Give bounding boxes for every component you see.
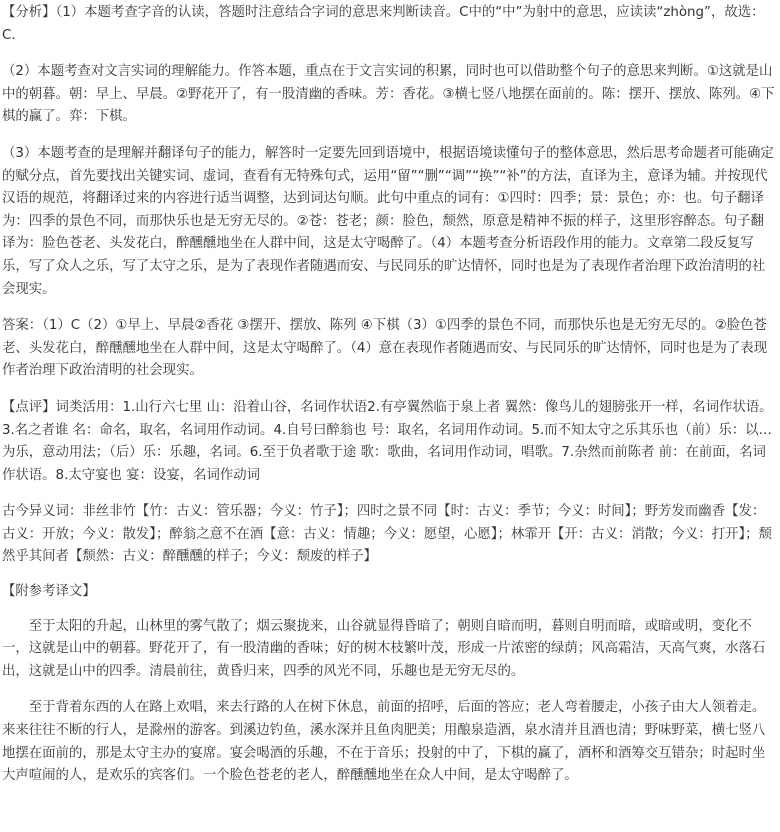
translation-paragraph-2: 至于背着东西的人在路上欢唱，来去行路的人在树下休息，前面的招呼，后面的答应；老人弯着腰走，小孩子由大人领着走。来来往往不断的行人，是滁州的游客。到溪边钓鱼，溪水深并且鱼肉肥美；用酿泉造酒，泉水清并且酒也清；野味野菜，横七竖八地摆在面前的，那是太守主办的宴席。宴会喝酒的乐趣，不在于音乐；投射的中了，下棋的赢了，酒杯和酒筹交互错杂；时起时坐大声喧闹的人，是欢乐的宾客们。一个脸色苍老的老人，醉醺醺地坐在众人中间，是太守喝醉了。 [2,700,766,784]
answer-paragraph: 答案：（1）C（2）①早上、早晨②香花 ③摆开、摆放、陈列 ④下棋（3）①四季的景色不同，而那快乐也是无穷无尽的。②脸色苍老、头发花白，醉醺醺地坐在人群中间，这是太守喝醉了。（4）意在表现作者随遇而安、与民同乐的旷达情怀，同时也是为了表现作者治理下政治清明的社会现实。 [2,318,768,379]
comment-paragraph: 【点评】词类活用：1.山行六七里 山：沿着山谷，名词作状语2.有亭翼然临于泉上者 翼然：像鸟儿的翅膀张开一样，名词作状语。3.名之者谁 名：命名，取名，名词用作动词。4.自号曰醉翁也 号：取名，名词用作动词。5.而不知太守之乐其乐也（前）乐：以…为乐，意动用法；（后）乐：乐趣，名词。6.至于负者歌于途 歌：歌曲，名词用作动词，唱歌。7.杂然而前陈者 前：在前面，名词作状语。8.太守宴也 宴：设宴，名词作动词 [2,399,773,483]
translation-paragraph-1: 至于太阳的升起，山林里的雾气散了；烟云聚拢来，山谷就显得昏暗了；朝则自暗而明，暮则自明而暗，或暗或明，变化不一，这就是山中的朝暮。野花开了，有一股清幽的香味；好的树木枝繁叶茂，形成一片浓密的绿荫；风高霜洁，天高气爽，水落石出，这就是山中的四季。清晨前往，黄昏归来，四季的风光不同，乐趣也是无穷无尽的。 [2,618,766,679]
translation-heading: 【附参考译文】 [2,584,96,600]
analysis-paragraph-2: （2）本题考查对文言实词的理解能力。作答本题，重点在于文言实词的积累，同时也可以借助整个句子的意思来判断。①这就是山中的朝暮。朝：早上、早晨。②野花开了，有一股清幽的香味。芳：香花。③横七竖八地摆在面前的。陈：摆开、摆放、陈列。④下棋的赢了。弈：下棋。 [2,64,775,125]
analysis-paragraph-1: 【分析】（1）本题考查字音的认读，答题时注意结合字词的意思来判断读音。C中的“中”为射中的意思，应读读“zhòng”，故选：C. [2,5,765,43]
ancient-modern-meaning-paragraph: 古今异义词：非丝非竹【竹：古义：管乐器；今义：竹子】；四时之景不同【时：古义：季节；今义：时间】；野芳发而幽香【发：古义：开放；今义：散发】；醉翁之意不在酒【意：古义：情趣；今义：愿望，心愿】；林霏开【开：古义：消散；今义：打开】；颓然乎其间者【颓然：古义：醉醺醺的样子；今义：颓废的样子】 [2,504,772,565]
analysis-paragraph-3: （3）本题考查的是理解并翻译句子的能力，解答时一定要先回到语境中，根据语境读懂句子的整体意思，然后思考命题者可能确定的赋分点，首先要找出关键实词、虚词，查看有无特殊句式，运用“留”“删”“调”“换”“补”的方法，直译为主，意译为辅。并按现代汉语的规范，将翻译过来的内容进行适当调整，达到词达句顺。此句中重点的词有：①四时：四季；景：景色；亦：也。句子翻译为：四季的景色不同，而那快乐也是无穷无尽的。②苍：苍老；颜：脸色，颓然，原意是精神不振的样子，这里形容醉态。句子翻译为：脸色苍老、头发花白，醉醺醺地坐在人群中间，这是太守喝醉了。（4）本题考查分析语段作用的能力。文章第二段反复写乐，写了众人之乐，写了太守之乐，是为了表现作者随遇而安、与民同乐的旷达情怀，同时也是为了表现作者治理下政治清明的社会现实。 [2,145,774,297]
